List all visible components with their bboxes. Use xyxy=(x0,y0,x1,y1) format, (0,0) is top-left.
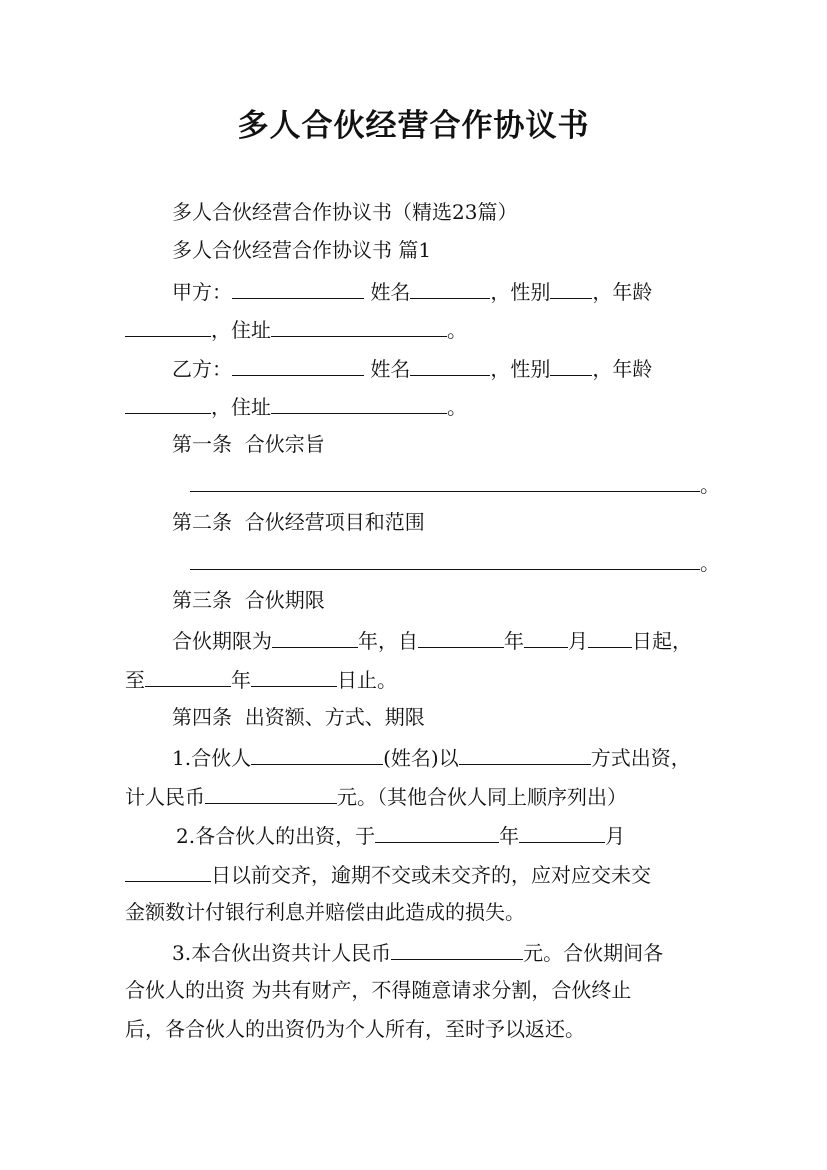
blank-field[interactable] xyxy=(190,547,700,570)
article-1-body xyxy=(0,469,827,499)
party-a-line xyxy=(0,276,827,306)
contribution-1-amount-line xyxy=(0,781,827,811)
contribution-2-line xyxy=(0,820,827,850)
blank-field[interactable] xyxy=(524,625,568,648)
contribution-3-line xyxy=(0,937,827,967)
text-segment: 方式出资， xyxy=(590,746,691,770)
contribution-2-deadline-line xyxy=(0,859,827,889)
blank-field[interactable] xyxy=(588,625,632,648)
text-segment: 月 xyxy=(605,824,626,848)
blank-field[interactable] xyxy=(232,276,364,299)
punctuation: 。 xyxy=(700,551,720,575)
blank-field[interactable] xyxy=(459,742,591,765)
name-label: 姓名 xyxy=(364,280,411,304)
text-segment: 1.合伙人 xyxy=(172,746,252,770)
text-segment: 金额数计付银行利息并赔偿由此造成的损失。 xyxy=(125,900,525,924)
article-2-heading xyxy=(0,508,827,536)
article-heading-text: 第三条 合伙期限 xyxy=(172,588,325,612)
blank-field[interactable] xyxy=(550,276,592,299)
blank-field[interactable] xyxy=(550,353,592,376)
blank-field[interactable] xyxy=(125,391,211,414)
party-a-label: 甲方： xyxy=(172,280,232,304)
section-heading-text: 多人合伙经营合作协议书 篇1 xyxy=(172,238,432,262)
article-4-heading xyxy=(0,703,827,731)
blank-field[interactable] xyxy=(232,353,364,376)
text-segment: 年 xyxy=(504,629,524,653)
article-3-heading xyxy=(0,586,827,614)
punctuation: 。 xyxy=(700,473,720,497)
text-segment: 2.各合伙人的出资，于 xyxy=(176,824,376,848)
text-segment: 月 xyxy=(568,629,588,653)
address-label: ，住址 xyxy=(211,318,271,342)
party-b-line xyxy=(0,353,827,383)
text-segment: 日起， xyxy=(632,629,692,653)
blank-field[interactable] xyxy=(125,859,211,882)
text-segment: 3.本合伙出资共计人民币 xyxy=(172,941,392,965)
party-a-address-line xyxy=(0,314,827,344)
article-heading-text: 第一条 合伙宗旨 xyxy=(172,432,325,456)
text-segment: 日止。 xyxy=(337,668,397,692)
blank-field[interactable] xyxy=(271,391,447,414)
text-segment: 后，各合伙人的出资仍为个人所有，至时予以返还。 xyxy=(125,1017,585,1041)
blank-field[interactable] xyxy=(205,781,337,804)
blank-field[interactable] xyxy=(410,276,490,299)
text-segment: 合伙人的出资 为共有财产，不得随意请求分割，合伙终止 xyxy=(125,978,632,1002)
blank-field[interactable] xyxy=(190,469,700,492)
contribution-1-line xyxy=(0,742,827,772)
term-end-line xyxy=(0,664,827,694)
contribution-2-penalty-line xyxy=(0,898,827,926)
text-segment: 至 xyxy=(125,668,145,692)
blank-field[interactable] xyxy=(272,625,358,648)
article-2-body xyxy=(0,547,827,577)
age-label: ，年龄 xyxy=(592,280,653,304)
text-segment: 年，自 xyxy=(358,629,418,653)
blank-field[interactable] xyxy=(391,937,523,960)
text-segment: (姓名)以 xyxy=(383,746,459,770)
term-line xyxy=(0,625,827,655)
blank-field[interactable] xyxy=(251,742,383,765)
party-b-address-line xyxy=(0,391,827,421)
punctuation: 。 xyxy=(447,395,467,419)
blank-field[interactable] xyxy=(145,664,231,687)
article-heading-text: 第四条 出资额、方式、期限 xyxy=(172,705,425,729)
blank-field[interactable] xyxy=(271,314,447,337)
blank-field[interactable] xyxy=(410,353,490,376)
blank-field[interactable] xyxy=(375,820,499,843)
text-segment: 元。合伙期间各 xyxy=(523,941,664,965)
blank-field[interactable] xyxy=(418,625,504,648)
blank-field[interactable] xyxy=(251,664,337,687)
punctuation: 。 xyxy=(447,318,467,342)
document-title: 多人合伙经营合作协议书 xyxy=(237,108,590,144)
party-b-label: 乙方： xyxy=(172,357,232,381)
text-segment: 计人民币 xyxy=(125,785,205,809)
gender-label: ，性别 xyxy=(490,280,551,304)
article-heading-text: 第二条 合伙经营项目和范围 xyxy=(172,510,425,534)
contribution-3-body-line xyxy=(0,976,827,1004)
address-label: ，住址 xyxy=(211,395,271,419)
text-segment: 日以前交齐，逾期不交或未交齐的，应对应交未交 xyxy=(211,863,651,887)
blank-field[interactable] xyxy=(519,820,605,843)
article-1-heading xyxy=(0,430,827,458)
text-segment: 合伙期限为 xyxy=(172,629,272,653)
contribution-3-end-line xyxy=(0,1015,827,1043)
text-segment: 年 xyxy=(499,824,520,848)
subtitle-line xyxy=(0,198,827,226)
blank-field[interactable] xyxy=(125,314,211,337)
text-segment: 年 xyxy=(231,668,251,692)
section-heading xyxy=(0,236,827,264)
text-segment: 元。（其他合伙人同上顺序列出） xyxy=(337,785,627,809)
age-label: ，年龄 xyxy=(592,357,653,381)
name-label: 姓名 xyxy=(364,357,411,381)
subtitle-text: 多人合伙经营合作协议书（精选23篇） xyxy=(172,200,518,224)
gender-label: ，性别 xyxy=(490,357,551,381)
